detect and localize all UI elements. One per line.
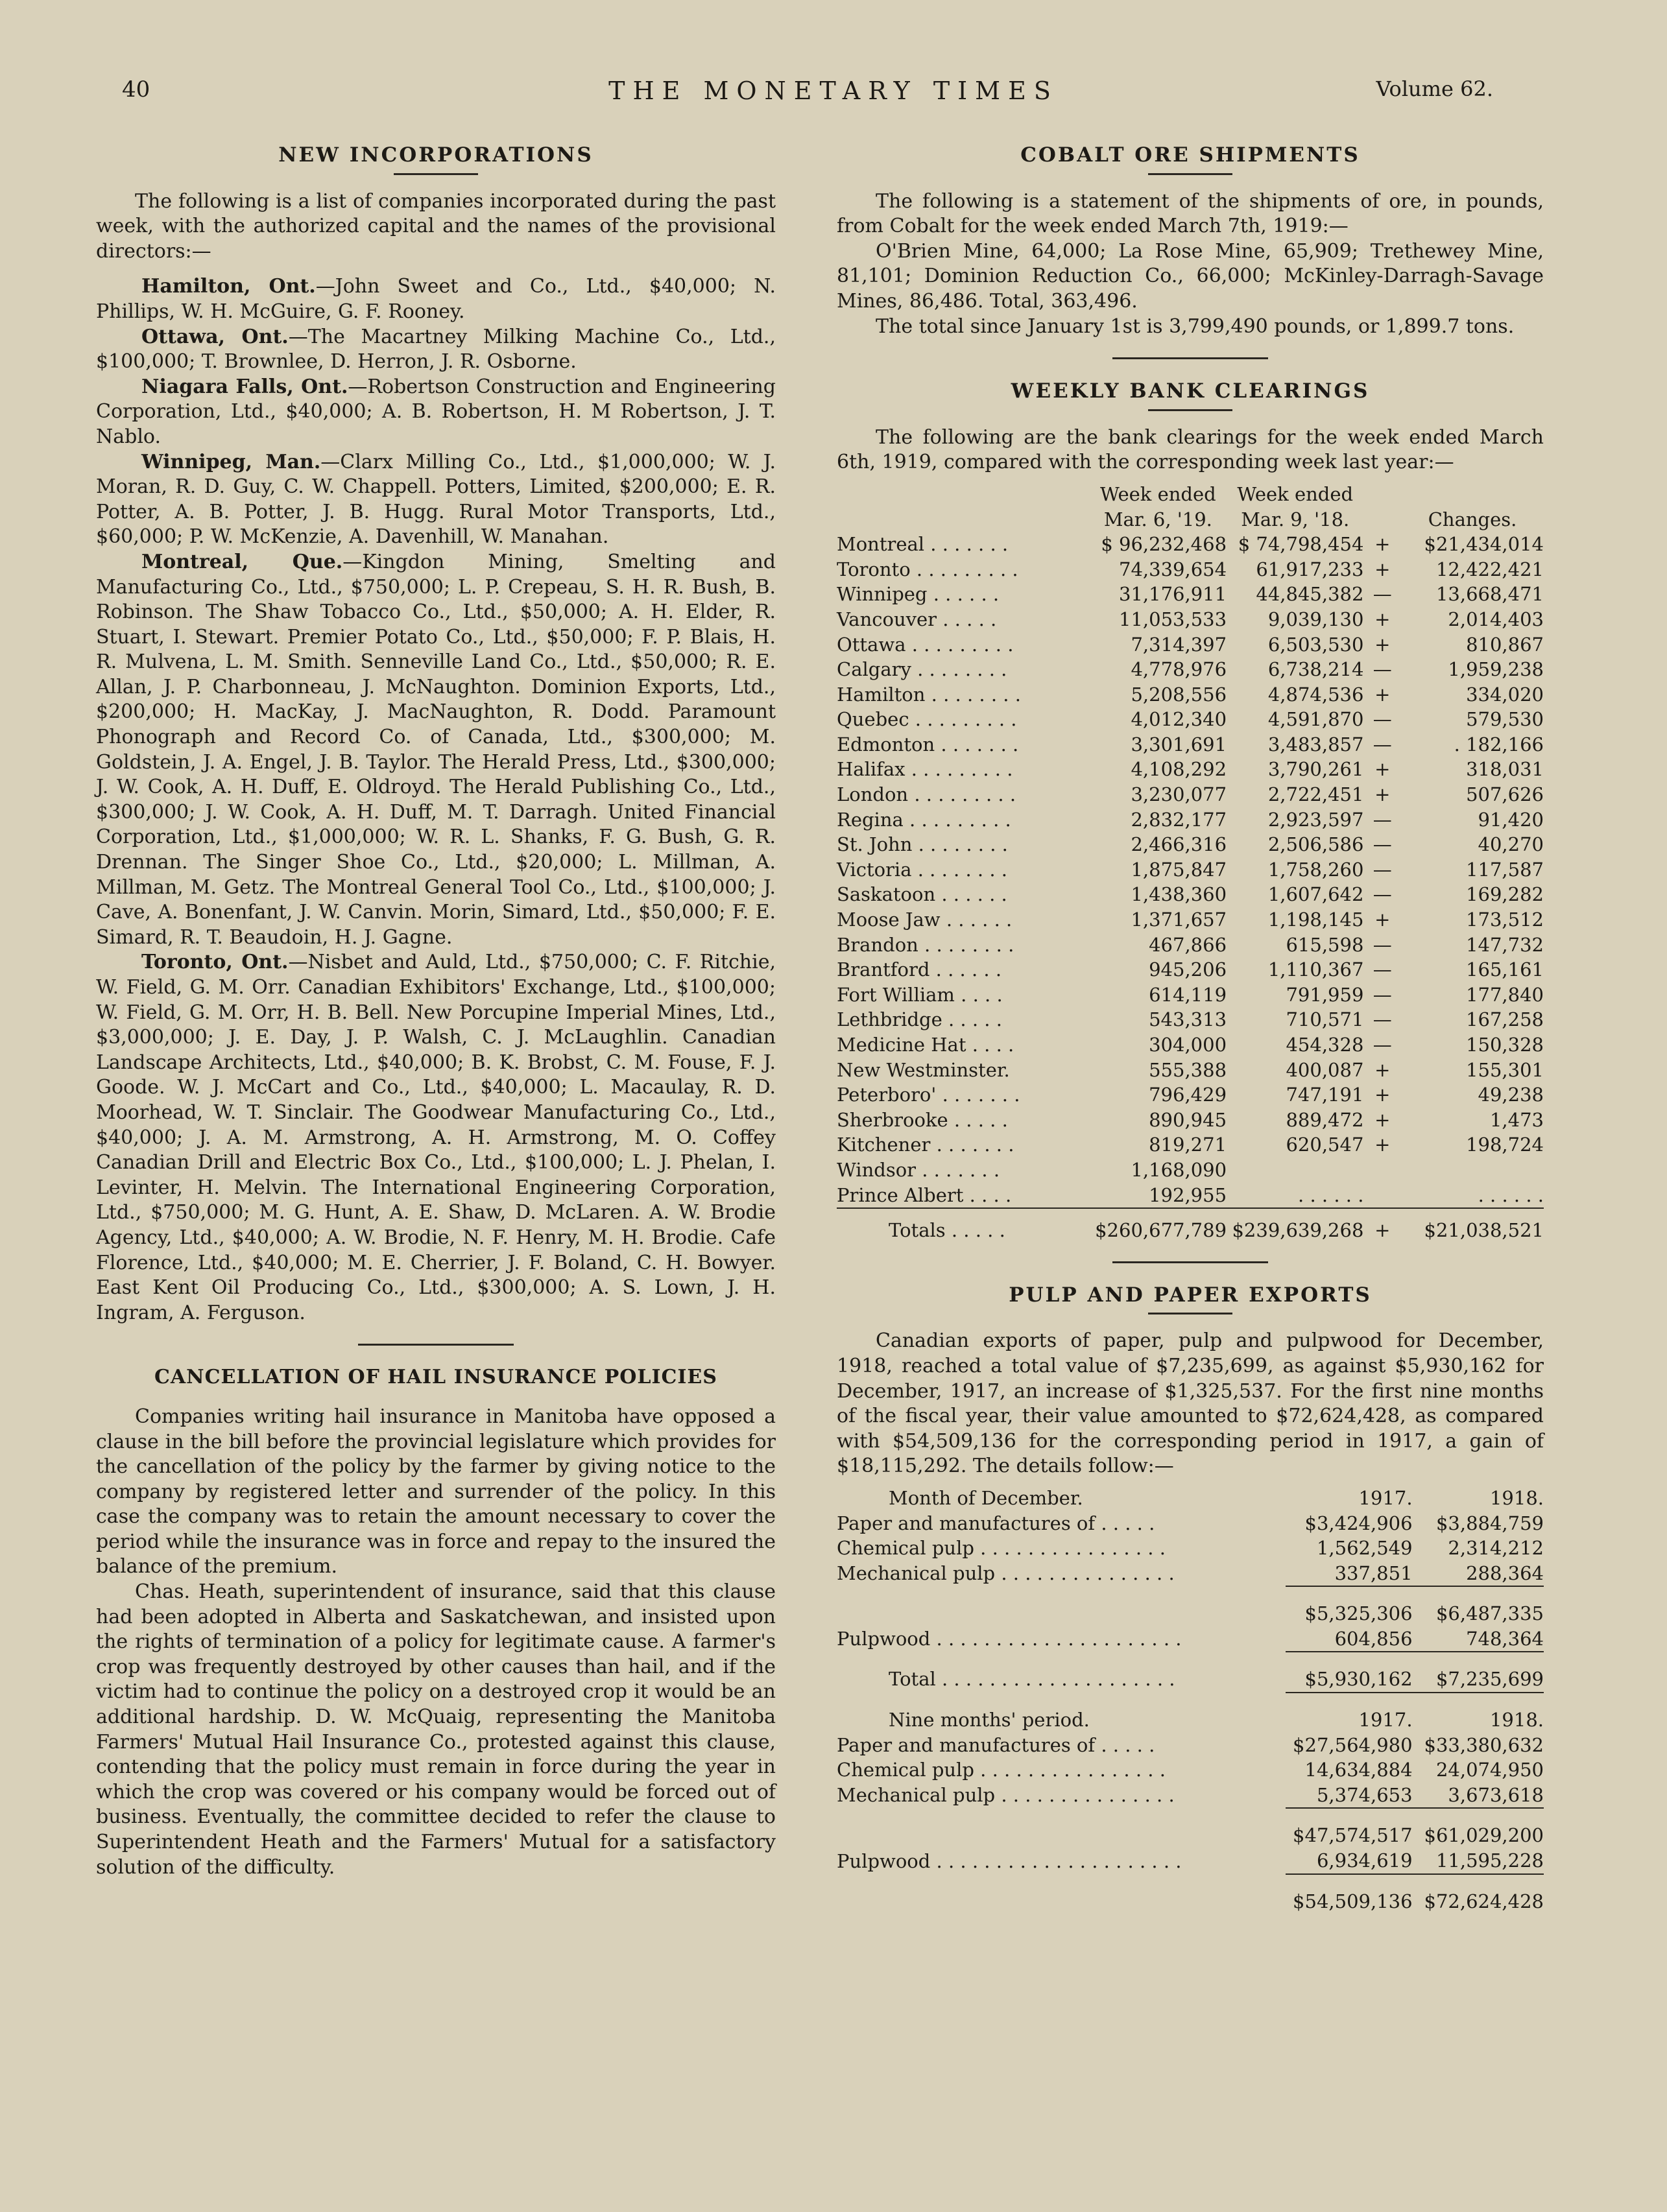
week-1918-value: $ 74,798,454 <box>1238 533 1364 556</box>
week-1919-value: $ 96,232,468 <box>1101 533 1227 556</box>
week-1918-value: 2,923,597 <box>1267 808 1364 831</box>
city-name: Ottawa . . . . . . . . . <box>837 633 1014 656</box>
table-row <box>837 1082 1544 1108</box>
change-value: 579,530 <box>1466 708 1544 731</box>
city-name: Hamilton . . . . . . . . <box>837 683 1021 706</box>
paragraph: Companies writing hail insurance in Manitoba have opposed a clause in the bill before the provincial legislature which provides for the cancellation of the policy by the farmer by giving notice to the company by registered letter and surrender of the policy. In this case the company was to retain the amount necessary to cover the period while the insurance was in force and repay to the insured the balance of the premium. <box>96 1405 776 1578</box>
table-row <box>837 582 1544 607</box>
change-value: 810,867 <box>1466 633 1544 656</box>
week-1919-value: 1,438,360 <box>1131 883 1227 906</box>
table-row <box>837 607 1544 632</box>
table-row <box>837 957 1544 982</box>
week-1918-value: 1,110,367 <box>1267 958 1364 981</box>
change-sign: + <box>1374 1084 1391 1106</box>
hail-insurance-section <box>96 1365 776 1880</box>
week-1919-value: 4,108,292 <box>1131 758 1227 781</box>
paragraph: O'Brien Mine, 64,000; La Rose Mine, 65,909; Trethewey Mine, 81,101; Dominion Reduction Co., 66,000; McKinley-Darragh-Savage Mines, 86,486. Total, 363,496. <box>837 239 1544 313</box>
change-sign: — <box>1373 733 1392 755</box>
city-name: Brandon . . . . . . . . <box>837 933 1014 956</box>
city-name: Toronto . . . . . . . . . <box>837 558 1018 580</box>
city-name: Windsor . . . . . . . <box>837 1158 1000 1181</box>
week-1918-value: 3,483,857 <box>1267 733 1364 755</box>
change-value: 150,328 <box>1466 1034 1544 1056</box>
week-1918-value: 4,874,536 <box>1267 683 1364 706</box>
city-name: Lethbridge . . . . . <box>837 1008 1002 1031</box>
week-1918-value: 454,328 <box>1286 1034 1364 1056</box>
totals-row: Totals . . . . . $260,677,789 $239,639,268 + $21,038,521 <box>837 1208 1544 1243</box>
change-sign: + <box>1374 533 1391 556</box>
week-1919-value: 1,168,090 <box>1131 1158 1227 1181</box>
change-sign: — <box>1373 983 1392 1006</box>
change-value: 334,020 <box>1466 683 1544 706</box>
section-title: NEW INCORPORATIONS <box>278 143 594 167</box>
week-1918-value: 2,722,451 <box>1267 783 1364 806</box>
change-value: 177,840 <box>1466 983 1544 1006</box>
bank-clearings-section <box>837 379 1544 1243</box>
change-sign: + <box>1374 633 1391 656</box>
city-name: Prince Albert . . . . <box>837 1183 1090 1209</box>
column-header: Mar. 6, '19. <box>1103 508 1212 530</box>
week-1919-value: 2,832,177 <box>1131 808 1227 831</box>
change-value: 117,587 <box>1466 858 1544 881</box>
change-sign: + <box>1374 558 1391 580</box>
change-sign: — <box>1373 1008 1392 1031</box>
section-title: CANCELLATION OF HAIL INSURANCE POLICIES <box>154 1366 717 1389</box>
week-1919-value: 543,313 <box>1149 1008 1227 1031</box>
section-intro: The following are the bank clearings for the week ended March 6th, 1919, compared with the corresponding week last year:— <box>837 425 1544 474</box>
week-1918-value: 6,503,530 <box>1267 633 1364 656</box>
paragraph: The following is a statement of the shipments of ore, in pounds, from Cobalt for the week ended March 7th, 1919:— <box>837 189 1544 238</box>
table-row <box>837 782 1544 807</box>
week-1918-value: 61,917,233 <box>1256 558 1364 580</box>
change-value: 91,420 <box>1478 808 1544 831</box>
city-name: London . . . . . . . . . <box>837 783 1016 806</box>
change-value: $21,434,014 <box>1424 533 1544 556</box>
total-row: Total . . . . . . . . . . . . . . . . . . . . $5,930,162 $7,235,699 <box>837 1652 1544 1693</box>
change-sign: + <box>1374 1058 1391 1081</box>
table-row <box>837 757 1544 782</box>
city-name: Regina . . . . . . . . . <box>837 808 1011 831</box>
title-rule <box>1148 173 1232 175</box>
change-sign: + <box>1374 783 1391 806</box>
section-title: PULP AND PAPER EXPORTS <box>1009 1283 1372 1307</box>
december-exports-table <box>837 1486 1544 1914</box>
city-name: St. John . . . . . . . . <box>837 833 1008 856</box>
week-1918-value: 791,959 <box>1286 983 1364 1006</box>
section-intro: Canadian exports of paper, pulp and pulpwood for December, 1918, reached a total value of $7,235,699, as against $5,930,162 for December, 1917, an increase of $1,325,537. For the first nine months of the fiscal year, their value amounted to $72,624,428, as compared with $54,509,136 for the corresponding period in 1917, a gain of $18,115,292. The details follow:— <box>837 1329 1544 1478</box>
week-1918-value: 4,591,870 <box>1267 708 1364 731</box>
table-row: Chemical pulp . . . . . . . . . . . . . . . . 1,562,549 2,314,212 <box>837 1537 1544 1560</box>
week-1918-value: 9,039,130 <box>1267 608 1364 630</box>
change-value: . . . . . . <box>1401 1183 1544 1209</box>
column-header: Changes. <box>1428 508 1517 530</box>
change-sign: — <box>1373 808 1392 831</box>
week-1919-value: 796,429 <box>1149 1084 1227 1106</box>
change-sign: — <box>1373 583 1392 606</box>
table-row <box>837 1032 1544 1058</box>
change-sign: — <box>1373 1034 1392 1056</box>
week-1918-value: 400,087 <box>1286 1058 1364 1081</box>
total-change: $21,038,521 <box>1424 1219 1544 1242</box>
table-row <box>837 1132 1544 1158</box>
table-row <box>837 1007 1544 1032</box>
change-sign: + <box>1374 683 1391 706</box>
change-value: 198,724 <box>1466 1134 1544 1156</box>
table-row <box>837 1158 1544 1183</box>
week-1919-value: 555,388 <box>1149 1058 1227 1081</box>
table-row <box>837 732 1544 757</box>
city-name: Edmonton . . . . . . . <box>837 733 1019 755</box>
title-rule <box>1148 1313 1232 1314</box>
table-row <box>837 982 1544 1008</box>
week-1919-value: 31,176,911 <box>1119 583 1227 606</box>
table-row <box>837 882 1544 907</box>
week-1918-value: 2,506,586 <box>1267 833 1364 856</box>
right-column <box>837 143 1544 1914</box>
subtotal-row: $5,325,306 $6,487,335 <box>1304 1602 1544 1625</box>
table-row <box>837 707 1544 732</box>
incorporation-entry: Ottawa, Ont.—The Macartney Milking Machine Co., Ltd., $100,000; T. Brownlee, D. Herron, J. R. Osborne. <box>96 325 776 374</box>
change-value: 318,031 <box>1466 758 1544 781</box>
change-value: 169,282 <box>1466 883 1544 906</box>
change-value: 13,668,471 <box>1435 583 1544 606</box>
change-sign: — <box>1373 933 1392 956</box>
week-1918-value: 710,571 <box>1286 1008 1364 1031</box>
section-divider <box>1112 1261 1268 1263</box>
table-row: Chemical pulp . . . . . . . . . . . . . . . . 14,634,884 24,074,950 <box>837 1759 1544 1781</box>
pulp-exports-section <box>837 1283 1544 1914</box>
section-title: WEEKLY BANK CLEARINGS <box>1011 379 1370 403</box>
week-1918-value: 3,790,261 <box>1267 758 1364 781</box>
city-name: Calgary . . . . . . . . <box>837 658 1007 681</box>
section-title: COBALT ORE SHIPMENTS <box>1020 143 1360 167</box>
week-1919-value: 1,371,657 <box>1131 909 1227 931</box>
change-value: 2,014,403 <box>1448 608 1544 630</box>
week-1918-value: 747,191 <box>1286 1084 1364 1106</box>
section-divider <box>358 1344 514 1346</box>
city-name: Brantford . . . . . . <box>837 958 1002 981</box>
city-name: Winnipeg . . . . . . <box>837 583 1000 606</box>
week-1919-value: 2,466,316 <box>1131 833 1227 856</box>
total-1919: $260,677,789 <box>1095 1219 1227 1242</box>
week-1919-value: 304,000 <box>1149 1034 1227 1056</box>
change-sign: — <box>1373 658 1392 681</box>
week-1918-value: . . . . . . <box>1227 1183 1363 1209</box>
table-header-row <box>837 482 1544 507</box>
table-row <box>837 1058 1544 1083</box>
total-sign: + <box>1374 1219 1391 1242</box>
city-name: Sherbrooke . . . . . <box>837 1108 1008 1131</box>
week-1919-value: 4,012,340 <box>1131 708 1227 731</box>
change-value: . 182,166 <box>1454 733 1544 755</box>
city-name: Saskatoon . . . . . . <box>837 883 1007 906</box>
week-1918-value: 889,472 <box>1286 1108 1364 1131</box>
cobalt-section <box>837 143 1544 339</box>
table-row <box>837 1183 1544 1209</box>
change-sign: + <box>1374 1108 1391 1131</box>
table-row: Mechanical pulp . . . . . . . . . . . . . . . 337,851 288,364 <box>837 1561 1544 1587</box>
table-row <box>837 1108 1544 1133</box>
table-row <box>837 807 1544 833</box>
week-1918-value: 44,845,382 <box>1256 583 1364 606</box>
week-1919-value: 74,339,654 <box>1119 558 1227 580</box>
week-1919-value: 614,119 <box>1149 983 1227 1006</box>
week-1919-value: 890,945 <box>1149 1108 1227 1131</box>
week-1919-value: 4,778,976 <box>1131 658 1227 681</box>
city-name: Kitchener . . . . . . . <box>837 1134 1014 1156</box>
week-1918-value: 1,198,145 <box>1267 909 1364 931</box>
total-1918: $239,639,268 <box>1232 1219 1364 1242</box>
week-1919-value: 3,230,077 <box>1131 783 1227 806</box>
table-row: Pulpwood . . . . . . . . . . . . . . . . . . . . . 6,934,619 11,595,228 <box>837 1848 1544 1874</box>
week-1918-value: 1,607,642 <box>1267 883 1364 906</box>
week-1919-value: 467,866 <box>1149 933 1227 956</box>
table-header-row <box>837 507 1544 532</box>
week-1919-value: 1,875,847 <box>1131 858 1227 881</box>
change-sign: + <box>1374 1134 1391 1156</box>
city-name: Halifax . . . . . . . . . <box>837 758 1013 781</box>
week-1919-value: 192,955 <box>1090 1183 1227 1209</box>
totals-label: Totals <box>889 1219 946 1242</box>
change-sign: + <box>1374 758 1391 781</box>
week-1918-value: 620,547 <box>1286 1134 1364 1156</box>
running-header <box>0 77 1667 115</box>
table-header-row: Nine months' period. 1917. 1918. <box>889 1708 1544 1731</box>
table-row: Mechanical pulp . . . . . . . . . . . . . . . 5,374,653 3,673,618 <box>837 1783 1544 1809</box>
change-value: 173,512 <box>1466 909 1544 931</box>
week-1918-value <box>1227 1158 1363 1183</box>
change-sign: + <box>1374 909 1391 931</box>
table-row <box>837 657 1544 682</box>
table-row: Paper and manufactures of . . . . . $3,424,906 $3,884,759 <box>837 1512 1544 1534</box>
title-rule <box>394 173 478 175</box>
column-header: Mar. 9, '18. <box>1241 508 1350 530</box>
table-row <box>837 933 1544 958</box>
change-value: 49,238 <box>1478 1084 1544 1106</box>
change-sign: — <box>1373 708 1392 731</box>
change-value: 1,473 <box>1489 1108 1544 1131</box>
incorporation-entry: Montreal, Que.—Kingdon Mining, Smelting and Manufacturing Co., Ltd., $750,000; L. P. Crepeau, S. H. R. Bush, B. Robinson. The Shaw Tobacco Co., Ltd., $50,000; A. H. Elder, R. Stuart, I. Stewart. Premier Potato Co., Ltd., $50,000; F. P. Blais, H. R. Mulvena, L. M. Smith. Senneville Land Co., Ltd., $50,000; R. E. Allan, J. P. Charbonneau, J. McNaughton. Dominion Exports, Ltd., $200,000; H. MacKay, J. MacNaughton, R. Dodd. Paramount Phonograph and Record Co. of Canada, Ltd., $300,000; M. Goldstein, J. A. Engel, J. B. Taylor. The Herald Press, Ltd., $300,000; J. W. Cook, A. H. Duff, E. Oldroyd. The Herald Publishing Co., Ltd., $300,000; J. W. Cook, A. H. Duff, M. T. Darragh. United Financial Corporation, Ltd., $1,000,000; W. R. L. Shanks, F. G. Bush, G. R. Drennan. The Singer Shoe Co., Ltd., $20,000; L. Millman, A. Millman, M. Getz. The Montreal General Tool Co., Ltd., $100,000; J. Cave, A. Bonenfant, J. W. Canvin. Morin, Simard, Ltd., $50,000; F. E. Simard, R. T. Beaudoin, H. J. Gagne. <box>96 550 776 949</box>
bank-clearings-table <box>837 482 1544 1243</box>
section-divider <box>1112 357 1268 359</box>
table-header-row: Month of December. 1917. 1918. <box>889 1486 1544 1509</box>
week-1919-value: 11,053,533 <box>1119 608 1227 630</box>
change-value: 12,422,421 <box>1435 558 1544 580</box>
week-1918-value: 1,758,260 <box>1267 858 1364 881</box>
change-sign <box>1363 1183 1401 1209</box>
change-value: 165,161 <box>1466 958 1544 981</box>
change-sign: + <box>1374 608 1391 630</box>
change-value: 40,270 <box>1478 833 1544 856</box>
incorporation-entry: Winnipeg, Man.—Clarx Milling Co., Ltd., $1,000,000; W. J. Moran, R. D. Guy, C. W. Chappell. Potters, Limited, $200,000; E. R. Potter, A. B. Potter, J. B. Hugg. Rural Motor Transports, Ltd., $60,000; P. W. McKenzie, A. Davenhill, W. Manahan. <box>96 450 776 549</box>
table-row <box>837 632 1544 658</box>
incorporation-entry: Toronto, Ont.—Nisbet and Auld, Ltd., $750,000; C. F. Ritchie, W. Field, G. M. Orr. Canadian Exhibitors' Exchange, Ltd., $100,000; W. Field, G. M. Orr, H. B. Bell. New Porcupine Imperial Mines, Ltd., $3,000,000; J. E. Day, J. P. Walsh, C. J. McLaughlin. Canadian Landscape Architects, Ltd., $40,000; B. K. Brobst, C. M. Fouse, F. J. Goode. W. J. McCart and Co., Ltd., $40,000; L. Macaulay, R. D. Moorhead, W. T. Sinclair. The Goodwear Manufacturing Co., Ltd., $40,000; J. A. M. Armstrong, A. H. Armstrong, M. O. Coffey Canadian Drill and Electric Box Co., Ltd., $100,000; L. J. Phelan, I. Levinter, H. Melvin. The International Engineering Corporation, Ltd., $750,000; M. G. Hunt, A. E. Shaw, D. McLaren. A. W. Brodie Agency, Ltd., $40,000; A. W. Brodie, N. F. Henry, M. H. Brodie. Cafe Florence, Ltd., $40,000; M. E. Cherrier, J. F. Boland, C. H. Bowyer. East Kent Oil Producing Co., Ltd., $300,000; A. S. Lown, J. H. Ingram, A. Ferguson. <box>96 951 776 1324</box>
volume-label: Volume 62. <box>1376 77 1493 101</box>
column-header: Week ended <box>1237 482 1354 505</box>
city-name: Vancouver . . . . . <box>837 608 997 630</box>
change-value: 155,301 <box>1466 1058 1544 1081</box>
week-1919-value: 945,206 <box>1149 958 1227 981</box>
city-name: Medicine Hat . . . . <box>837 1034 1014 1056</box>
table-row <box>837 832 1544 857</box>
subtotal-row: $47,574,517 $61,029,200 <box>1293 1824 1544 1847</box>
change-sign: — <box>1373 883 1392 906</box>
total-row: $54,509,136 $72,624,428 <box>1293 1890 1544 1912</box>
table-row <box>837 557 1544 582</box>
change-sign: — <box>1373 958 1392 981</box>
week-1919-value: 7,314,397 <box>1131 633 1227 656</box>
change-value: 1,959,238 <box>1448 658 1544 681</box>
title-rule <box>1148 409 1232 411</box>
table-row: Paper and manufactures of . . . . . $27,564,980 $33,380,632 <box>837 1733 1544 1756</box>
city-name: Moose Jaw . . . . . . <box>837 909 1013 931</box>
city-name: Victoria . . . . . . . . <box>837 858 1007 881</box>
publication-title: THE MONETARY TIMES <box>608 77 1059 105</box>
table-row <box>837 907 1544 933</box>
change-sign: — <box>1373 858 1392 881</box>
paragraph: Chas. Heath, superintendent of insurance, said that this clause had been adopted in Alberta and Saskatchewan, and insisted upon the rights of termination of a policy for legitimate cause. A farmer's crop was frequently destroyed by other causes than hail, and if the victim had to continue the policy on a destroyed crop it would be an additional hardship. D. W. McQuaig, representing the Manitoba Farmers' Mutual Hail Insurance Co., protested against this clause, contending that the policy must remain in force during the year in which the crop was covered or his company would be forced out of business. Eventually, the committee decided to refer the clause to Superintendent Heath and the Farmers' Mutual for a satisfactory solution of the difficulty. <box>96 1580 776 1879</box>
week-1919-value: 819,271 <box>1149 1134 1227 1156</box>
column-header: Week ended <box>1100 482 1216 505</box>
city-name: Montreal . . . . . . . <box>837 533 1009 556</box>
change-value: 167,258 <box>1466 1008 1544 1031</box>
city-name: New Westminster. <box>837 1058 1010 1081</box>
new-incorporations-section <box>96 143 776 1326</box>
page-number: 40 <box>122 77 150 102</box>
week-1919-value: 5,208,556 <box>1131 683 1227 706</box>
paragraph: The total since January 1st is 3,799,490 pounds, or 1,899.7 tons. <box>876 315 1515 338</box>
incorporation-entry: Hamilton, Ont.—John Sweet and Co., Ltd., $40,000; N. Phillips, W. H. McGuire, G. F. Rooney. <box>96 275 776 323</box>
incorporation-entry: Niagara Falls, Ont.—Robertson Construction and Engineering Corporation, Ltd., $40,000; A. B. Robertson, H. M Robertson, J. T. Nablo. <box>96 375 776 448</box>
city-name: Peterboro' . . . . . . . <box>837 1084 1020 1106</box>
left-column <box>96 143 776 1880</box>
city-name: Quebec . . . . . . . . . <box>837 708 1017 731</box>
change-value <box>1401 1158 1544 1183</box>
change-value: 147,732 <box>1466 933 1544 956</box>
table-row <box>837 682 1544 708</box>
week-1918-value: 615,598 <box>1286 933 1364 956</box>
week-1918-value: 6,738,214 <box>1267 658 1364 681</box>
city-name: Fort William . . . . <box>837 983 1003 1006</box>
change-sign: — <box>1373 833 1392 856</box>
table-row <box>837 532 1544 557</box>
week-1919-value: 3,301,691 <box>1131 733 1227 755</box>
section-intro: The following is a list of companies incorporated during the past week, with the authorized capital and the names of the provisional directors:— <box>96 189 776 263</box>
change-value: 507,626 <box>1466 783 1544 806</box>
change-sign <box>1363 1158 1401 1183</box>
table-row: Pulpwood . . . . . . . . . . . . . . . . . . . . . 604,856 748,364 <box>837 1626 1544 1652</box>
table-row <box>837 857 1544 883</box>
